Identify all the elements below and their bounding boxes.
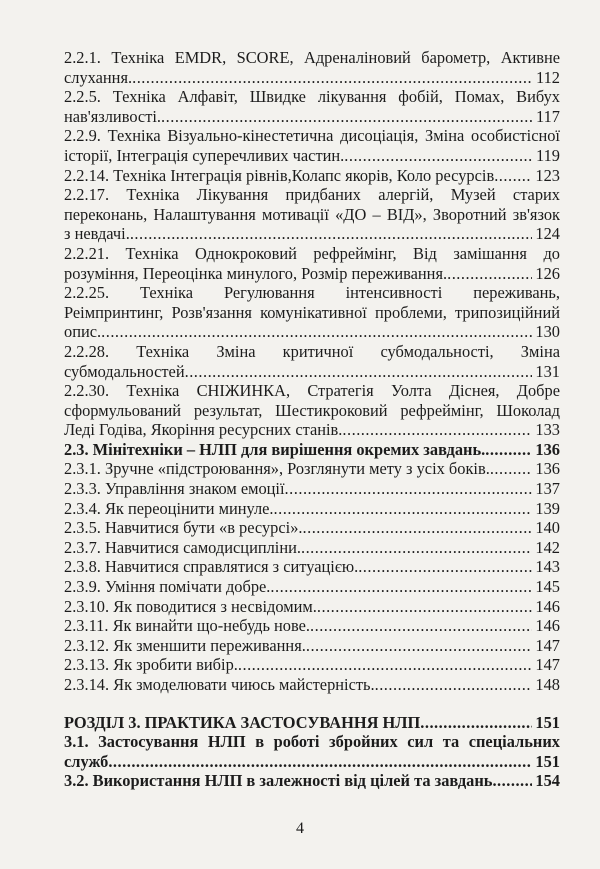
toc-page-number: 123 <box>535 165 560 185</box>
toc-entry <box>64 459 560 479</box>
toc-entry-title: нав'язливості. <box>64 106 162 126</box>
toc-entry-last-line <box>64 459 560 479</box>
toc-entry <box>64 616 560 636</box>
toc-page-number: 148 <box>535 675 560 694</box>
toc-page-number: 146 <box>535 596 560 616</box>
toc-entry-last-line <box>64 616 560 636</box>
toc-page-number: 126 <box>535 263 560 283</box>
toc-entry-last-line <box>64 420 560 440</box>
toc-page-number: 145 <box>535 577 560 597</box>
dot-leader <box>301 538 532 558</box>
dot-leader <box>101 322 532 342</box>
toc-entry-title: РОЗДІЛ 3. ПРАКТИКА ЗАСТОСУВАННЯ НЛП <box>64 712 421 732</box>
toc-entry-text-line: 3.1. Застосування НЛП в роботі збройних сил та спеціальних <box>64 732 560 752</box>
dot-leader <box>274 499 533 519</box>
toc-entry-title: служб <box>64 751 109 771</box>
toc-entry <box>64 126 560 165</box>
toc-entry <box>64 713 560 733</box>
toc-entry <box>64 283 560 342</box>
dot-leader <box>130 224 533 244</box>
toc-entry-title: 2.3. Мінітехніки – НЛП для вирішення окремих завдань. <box>64 439 486 459</box>
dot-leader <box>342 420 532 440</box>
toc-entry-last-line <box>64 362 560 382</box>
toc-entry-title: 2.3.4. Як переоцінити минуле. <box>64 498 274 518</box>
toc-entry <box>64 185 560 244</box>
toc-entry-title: 2.3.1. Зручне «підстроювання», Розглянути мету з усіх боків. <box>64 459 490 479</box>
toc-entry-title: 3.2. Використання НЛП в залежності від цілей та завдань <box>64 771 493 791</box>
toc-page-number: 131 <box>535 361 560 381</box>
dot-leader <box>494 166 532 186</box>
toc-entry-title: 2.3.3. Управління знаком емоції <box>64 479 285 499</box>
dot-leader <box>492 771 532 791</box>
toc-entry-last-line <box>64 322 560 342</box>
toc-page-number: 112 <box>536 67 560 87</box>
dot-leader <box>303 518 533 538</box>
toc-entry-last-line <box>64 675 560 695</box>
toc-entry-last-line <box>64 479 560 499</box>
toc-entry-title: 2.3.11. Як винайти що-небудь нове. <box>64 616 311 636</box>
toc-entry-text-line: 2.2.28. Техніка Зміна критичної субмодальності, Зміна <box>64 341 560 361</box>
toc-entry-title: опис. <box>64 322 102 342</box>
toc-entry-last-line <box>64 166 560 186</box>
toc-entry-title: 2.2.14. Техніка Інтеграція рівнів,Колапс якорів, Коло ресурсів <box>64 165 495 185</box>
dot-leader <box>310 616 532 636</box>
toc-page-number: 151 <box>535 751 560 771</box>
toc-entry-title: історії, Інтеграція суперечливих частин. <box>64 145 345 165</box>
dot-leader <box>238 655 533 675</box>
toc-entry <box>64 518 560 538</box>
toc-entry-text-line: 2.2.25. Техніка Регулювання інтенсивності переживань, <box>64 283 560 303</box>
toc-entry-text-line: переконань, Налаштування мотивації «ДО – ВІД», Зворотний зв'язок <box>64 204 560 224</box>
toc-entry-title: субмодальностей <box>64 361 185 381</box>
toc-entry-text-line: 2.2.30. Техніка СНІЖИНКА, Стратегія Уолта Діснея, Добре <box>64 381 560 401</box>
toc-entry-title: 2.3.14. Як змоделювати чиюсь майстерність. <box>64 675 375 694</box>
toc-page-number: 133 <box>535 420 560 440</box>
toc-page-number: 136 <box>535 439 560 459</box>
toc-entry <box>64 479 560 499</box>
toc-entry <box>64 557 560 577</box>
section-gap <box>64 695 560 713</box>
dot-leader <box>108 752 532 772</box>
toc-entry-last-line <box>64 440 560 460</box>
toc-page-number: 130 <box>535 322 560 342</box>
toc-entry-last-line <box>64 752 560 772</box>
toc-page-number: 142 <box>535 537 560 557</box>
toc-entry-last-line <box>64 499 560 519</box>
toc-entry-text-line: 2.2.17. Техніка Лікування придбаних алергій, Музей старих <box>64 185 560 205</box>
toc-entry-title: 2.3.8. Навчитися справлятися з ситуацією. <box>64 557 359 577</box>
toc-page-number: 146 <box>535 616 560 636</box>
dot-leader <box>161 107 533 127</box>
toc-entry-title: розуміння, Переоцінка минулого, Розмір переживання. <box>64 263 448 283</box>
toc-page-number: 147 <box>535 655 560 675</box>
dot-leader <box>375 675 533 695</box>
toc-page-number: 151 <box>535 712 560 732</box>
page-number: 4 <box>296 820 304 837</box>
toc-entry <box>64 732 560 771</box>
toc-entry-last-line <box>64 224 560 244</box>
dot-leader <box>490 459 533 479</box>
toc-entry-title: 2.3.12. Як зменшити переживання. <box>64 635 306 655</box>
toc-entry <box>64 87 560 126</box>
toc-entry <box>64 771 560 791</box>
toc-entry-last-line <box>64 557 560 577</box>
toc-page-number: 154 <box>535 771 560 791</box>
toc-entry <box>64 48 560 87</box>
toc-entry <box>64 597 560 617</box>
toc-entry-text-line: 2.2.1. Техніка EMDR, SCORE, Адреналіновий барометр, Активне <box>64 48 560 67</box>
toc-entry-last-line <box>64 518 560 538</box>
toc-entry-last-line <box>64 771 560 791</box>
toc-entry <box>64 440 560 460</box>
toc-page-number: 136 <box>535 459 560 479</box>
toc-entry-text-line: сформульований результат, Шестикроковий рефреймінг, Шоколад <box>64 400 560 420</box>
toc-entry-title: 2.3.7. Навчитися самодисципліни. <box>64 537 301 557</box>
toc-entry-title: 2.3.10. Як поводитися з несвідомим. <box>64 596 317 616</box>
toc-entry-title: з невдачі. <box>64 224 130 244</box>
toc-page-number: 117 <box>536 106 560 126</box>
toc-entry-last-line <box>64 636 560 656</box>
toc-page-number: 140 <box>535 518 560 538</box>
toc-entry-text-line: 2.2.21. Техніка Однокроковий рефреймінг, Від замішання до <box>64 243 560 263</box>
toc-page-number: 147 <box>535 635 560 655</box>
toc-entry <box>64 636 560 656</box>
toc-entry-last-line <box>64 264 560 284</box>
toc-entry-last-line <box>64 538 560 558</box>
dot-leader <box>485 440 532 460</box>
toc-entry-last-line <box>64 655 560 675</box>
dot-leader <box>447 264 532 284</box>
dot-leader <box>285 479 533 499</box>
toc-page-number: 139 <box>535 498 560 518</box>
toc-entry <box>64 538 560 558</box>
toc-entry <box>64 655 560 675</box>
dot-leader <box>358 557 532 577</box>
toc-entry <box>64 675 560 695</box>
dot-leader <box>306 636 533 656</box>
toc-entry-title: Леді Годіва, Якоріння ресурсних станів. <box>64 420 343 440</box>
toc-entry <box>64 499 560 519</box>
toc-entry-last-line <box>64 597 560 617</box>
dot-leader <box>317 597 533 617</box>
dot-leader <box>132 68 533 88</box>
toc-entry-last-line <box>64 68 560 88</box>
toc-entry-text-line: 2.2.9. Техніка Візуально-кінестетична дисоціація, Зміна особистісної <box>64 126 560 146</box>
toc-entry-title: слухання. <box>64 67 133 87</box>
toc-entry <box>64 166 560 186</box>
toc-page-number: 137 <box>535 479 560 499</box>
dot-leader <box>270 577 532 597</box>
toc-entry-text-line: Реімпринтинг, Розв'язання комунікативної проблеми, трипозиційний <box>64 302 560 322</box>
table-of-contents <box>64 48 560 791</box>
toc-entry-text-line: 2.2.5. Техніка Алфавіт, Швидке лікування фобій, Помах, Вибух <box>64 87 560 107</box>
toc-entry <box>64 577 560 597</box>
toc-entry <box>64 381 560 440</box>
dot-leader <box>344 146 533 166</box>
toc-page-number: 143 <box>535 557 560 577</box>
dot-leader <box>420 713 532 733</box>
toc-entry <box>64 342 560 381</box>
toc-entry-last-line <box>64 107 560 127</box>
toc-entry-last-line <box>64 577 560 597</box>
toc-entry-last-line <box>64 146 560 166</box>
toc-page-number: 119 <box>536 145 560 165</box>
toc-entry-title: 2.3.9. Уміння помічати добре. <box>64 577 271 597</box>
toc-entry-title: 2.3.13. Як зробити вибір. <box>64 655 238 675</box>
toc-entry-title: 2.3.5. Навчитися бути «в ресурсі». <box>64 518 303 538</box>
toc-entry-last-line <box>64 713 560 733</box>
toc-page-number: 124 <box>535 224 560 244</box>
dot-leader <box>185 362 533 382</box>
toc-entry <box>64 244 560 283</box>
